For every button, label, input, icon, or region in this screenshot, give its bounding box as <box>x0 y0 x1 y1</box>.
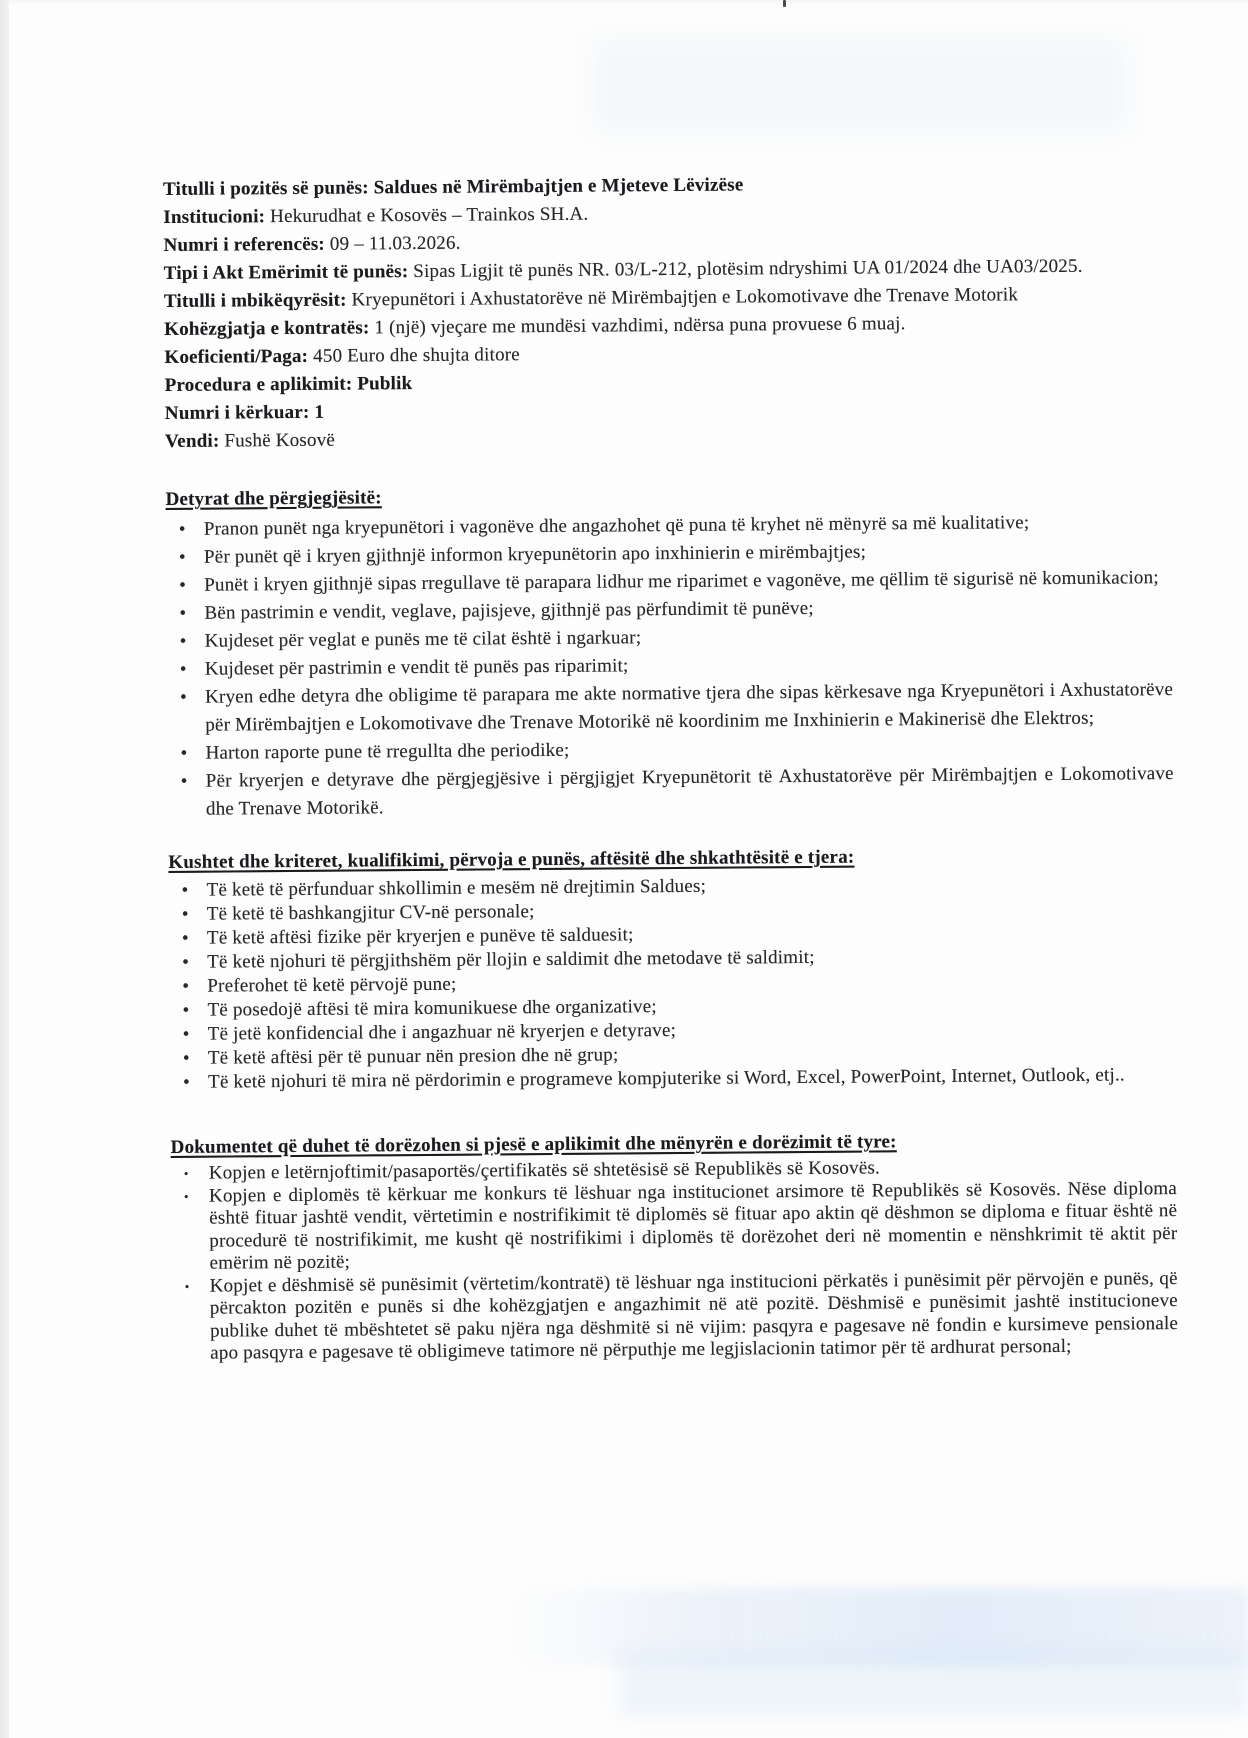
bullet-item: • Kujdeset për pastrimin e vendit të punës pas riparimit; <box>167 648 1173 684</box>
field-label: Titulli i pozitës së punës: <box>163 177 369 200</box>
bullet-item: • Kopjet e dëshmisë së punësimit (vërtetim/kontratë) të lëshuar nga institucioni përkatës i punësimit për përvojën e punës, që përcakton pozitën e punës si dhe kohëzgjatjen e angazhimit në atë pozitë. Dëshmisë e punësimit jashtë institucioneve publike duhet të mbështetet së paku njëra nga dëshmitë si në vijim: pasqyra e pagesave në fondin e kursimeve pensionale apo pasqyra e pagesave të obligimeve tatimore në përputhje me legjislacionin tatimor për të ardhurat personal; <box>172 1268 1179 1366</box>
bullet-item: • Të ketë të bashkangjitur CV-në personale; <box>169 895 1175 927</box>
field-value: 1 (një) vjeçare me mundësi vazhdimi, ndërsa puna provuese 6 muaj. <box>374 313 906 339</box>
document-content <box>163 168 1178 1365</box>
section-heading: Dokumentet që duhet të dorëzohen si pjesë e aplikimit dhe mënyrën e dorëzimit të tyre: <box>170 1131 897 1158</box>
field-value: Fushë Kosovë <box>224 429 336 452</box>
bullet-item: • Të ketë aftësi fizike për kryerjen e punëve të salduesit; <box>169 919 1175 951</box>
bullet-item: • Bën pastrimin e vendit, veglave, pajisjeve, gjithnjë pas përfundimit të punëve; <box>166 592 1172 628</box>
field-label: Numri i referencës: <box>163 233 325 256</box>
bullet-item: • Të ketë të përfunduar shkollimin e mesëm në drejtimin Saldues; <box>169 871 1175 903</box>
field-label: Institucioni: <box>163 206 266 228</box>
scan-edge-shadow-left <box>0 0 9 1738</box>
section-heading: Detyrat dhe përgjegjësitë: <box>165 487 382 510</box>
field-label: Numri i kërkuar: <box>164 401 310 424</box>
bullet-item: • Kopjen e letërnjoftimit/pasaportës/çertifikatës së shtetësisë së Republikës së Kosovës. <box>171 1155 1177 1185</box>
bullet-item: • Punët i kryen gjithnjë sipas rregullave të parapara lidhur me riparimet e vagonëve, me qëllim të sigurisë në komunikacion; <box>166 564 1172 600</box>
scan-artifact-tick <box>783 0 786 7</box>
bullet-item: • Pranon punët nga kryepunëtori i vagonëve dhe angazhohet që puna të kryhet në mënyrë sa më kualitative; <box>166 508 1172 544</box>
field-label: Koeficienti/Paga: <box>164 345 309 368</box>
scan-edge-shadow-top <box>9 0 1248 5</box>
document-section <box>171 1127 1179 1365</box>
bullet-item: • Të ketë njohuri të mira në përdorimin e programeve kompjuterike si Word, Excel, PowerPoint, Internet, Outlook, etj.. <box>170 1063 1176 1095</box>
field-value: Sipas Ligjit të punës NR. 03/L-212, plotësim ndryshimi UA 01/2024 dhe UA03/2025. <box>413 255 1083 283</box>
field-label: Tipi i Akt Emërimit të punës: <box>163 261 409 284</box>
scan-artifact-smudge-top <box>590 38 1130 133</box>
field-value: 1 <box>314 401 325 423</box>
bullet-list <box>169 871 1177 1095</box>
header-block <box>163 168 1171 456</box>
field-value: Saldues në Mirëmbajtjen e Mjeteve Lëvizëse <box>373 174 744 199</box>
field-label: Titulli i mbikëqyrësit: <box>163 289 347 312</box>
field-value: Kryepunëtori i Axhustatorëve në Mirëmbajtjen e Lokomotivave dhe Trenave Motorik <box>351 284 1019 311</box>
bullet-item: • Të posedojë aftësi të mira komunikuese dhe organizative; <box>169 991 1175 1023</box>
bullet-item: • Kryen edhe detyra dhe obligime të parapara me akte normative tjera dhe sipas kërkesave nga Kryepunëtori i Axhustatorëve për Mirëmbajtjen e Lokomotivave dhe Trenave Motorikë në koordinim me Inxhinierin e Makinerisë dhe Elektros; <box>167 676 1173 740</box>
document-section <box>168 842 1176 1095</box>
bullet-item: • Për kryerjen e detyrave dhe përgjegjësive i përgjigjet Kryepunëtorit të Axhustatorëve për Mirëmbajtjen e Lokomotivave dhe Trenave Motorikë. <box>168 760 1174 824</box>
bullet-item: • Preferohet të ketë përvojë pune; <box>169 967 1175 999</box>
scan-artifact-smudge-bottom-2 <box>620 1652 1248 1716</box>
field-label: Vendi: <box>165 430 220 452</box>
bullet-item: • Të jetë konfidencial dhe i angazhuar në kryerjen e detyrave; <box>170 1015 1176 1047</box>
field-value: Publik <box>357 373 413 395</box>
field-label: Procedura e aplikimit: <box>164 373 353 396</box>
sections-block <box>165 478 1178 1365</box>
section-heading: Kushtet dhe kriteret, kualifikimi, përvoja e punës, aftësitë dhe shkathtësitë e tjera: <box>168 846 855 873</box>
bullet-list <box>171 1155 1179 1365</box>
bullet-item: • Kujdeset për veglat e punës me të cilat është i ngarkuar; <box>167 620 1173 656</box>
bullet-list <box>166 508 1174 824</box>
bullet-item: • Të ketë aftësi për të punuar nën presion dhe në grup; <box>170 1039 1176 1071</box>
bullet-item: • Të ketë njohuri të përgjithshëm për llojin e saldimit dhe metodave të saldimit; <box>169 943 1175 975</box>
field-value: 09 – 11.03.2026. <box>329 232 461 255</box>
bullet-item: • Harton raporte pune të rregullta dhe periodike; <box>167 732 1173 768</box>
field-label: Kohëzgjatja e kontratës: <box>164 317 370 340</box>
document-section <box>165 478 1174 824</box>
field-value: Hekurudhat e Kosovës – Trainkos SH.A. <box>270 203 589 228</box>
bullet-item: • Kopjen e diplomës të kërkuar me konkurs të lëshuar nga institucionet arsimore të Republikës së Kosovës. Nëse diploma është fituar jashtë vendit, vërtetimin e nostrifikimit të diplomës së fituar apo aktin që dëshmon se diploma e fituar është në procedurë të nostrifikimit, me kusht që nostrifikimi i diplomës të dorëzohet deri në momentin e nënshkrimit të aktit për emërim në pozitë; <box>171 1178 1178 1276</box>
bullet-item: • Për punët që i kryen gjithnjë informon kryepunëtorin apo inxhinierin e mirëmbajtjes; <box>166 536 1172 572</box>
field-value: 450 Euro dhe shujta ditore <box>313 344 520 367</box>
